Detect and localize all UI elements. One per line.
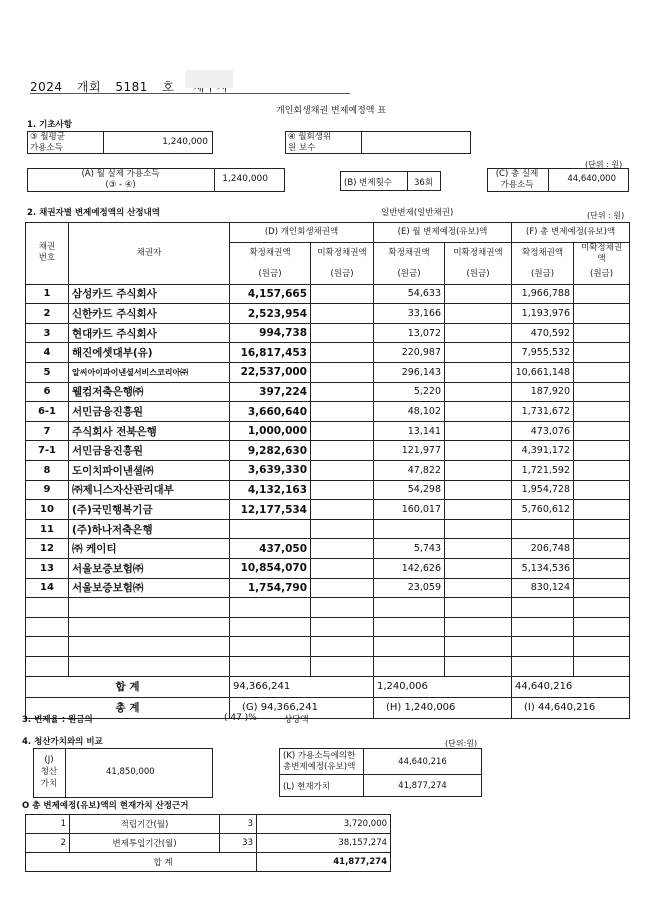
creditor-name: 서민금융진흥원: [69, 441, 230, 461]
available-income-box: [27, 168, 285, 192]
total-repayment: 1,954,728: [512, 480, 574, 500]
total-unconfirmed: [574, 539, 630, 559]
repayment-rate-suffix: 상당액: [284, 715, 309, 725]
trustee-fee-label-1: ④ 월회생위: [288, 132, 332, 142]
monthly-unconfirmed: [445, 656, 512, 676]
total-unconfirmed: [574, 519, 630, 539]
monthly-repayment: [374, 598, 445, 618]
confirmed-claim: [230, 617, 311, 637]
available-income-value: 1,240,000: [222, 174, 268, 184]
monthly-repayment: 220,987: [374, 343, 445, 363]
monthly-repayment: 33,166: [374, 304, 445, 324]
table-row: [26, 402, 630, 422]
creditor-number: [26, 617, 69, 637]
monthly-unconfirmed: [445, 402, 512, 422]
available-income-label-2: (③ - ④): [105, 179, 136, 190]
basis-no: 1: [26, 815, 70, 834]
monthly-unconfirmed: [445, 304, 512, 324]
confirmed-claim: 4,157,665: [230, 284, 311, 304]
total-income-label-2: 가용소득: [500, 179, 534, 190]
table-row: [26, 382, 630, 402]
total-unconfirmed: [574, 323, 630, 343]
monthly-unconfirmed: [445, 500, 512, 520]
unconfirmed-claim: [311, 343, 374, 363]
col-d-unconfirmed: 미확정채권액: [311, 242, 374, 265]
monthly-repayment: 13,072: [374, 323, 445, 343]
total-unconfirmed: [574, 382, 630, 402]
total-repayment: 470,592: [512, 323, 574, 343]
monthly-repayment: 47,822: [374, 461, 445, 481]
case-label: 개회: [76, 80, 102, 94]
creditor-name: [69, 598, 230, 618]
total-unconfirmed: [574, 480, 630, 500]
monthly-unconfirmed: [445, 363, 512, 383]
col-f-header: (F) 총 변제예정(유보)액: [512, 223, 630, 243]
total-i: (I) 44,640,216: [512, 697, 630, 718]
total-unconfirmed: [574, 421, 630, 441]
total-repayment: 10,661,148: [512, 363, 574, 383]
subtotal-row: [26, 676, 630, 697]
monthly-income-box: [27, 131, 213, 154]
section2-title: 2. 채권자별 변제예정액의 산정내역: [27, 208, 160, 218]
total-repayment: 187,920: [512, 382, 574, 402]
creditor-name: 서울보증보험㈜: [69, 578, 230, 598]
unconfirmed-claim: [311, 559, 374, 579]
section2-unit: (단위 : 원): [587, 211, 625, 220]
monthly-repayment: 54,298: [374, 480, 445, 500]
total-unconfirmed: [574, 284, 630, 304]
confirmed-claim: [230, 598, 311, 618]
monthly-unconfirmed: [445, 480, 512, 500]
unconfirmed-claim: [311, 519, 374, 539]
monthly-income-label-1: ③ 월평균: [30, 132, 65, 142]
creditor-number: 7: [26, 421, 69, 441]
total-income-box: [487, 168, 629, 192]
creditor-number: 1: [26, 284, 69, 304]
col-f-unconfirmed: 미확정채권액: [574, 242, 630, 265]
basis-label: 적립기간(월): [70, 815, 220, 834]
creditor-name: [69, 637, 230, 657]
creditor-name: 알씨아이파이낸셜서비스코리아㈜: [69, 363, 230, 383]
basis-months: 3: [220, 815, 257, 834]
creditor-number: 11: [26, 519, 69, 539]
confirmed-claim: [230, 656, 311, 676]
col-e-unconfirmed: 미확정채권액: [445, 242, 512, 265]
monthly-unconfirmed: [445, 343, 512, 363]
total-repayment: 5,134,536: [512, 559, 574, 579]
repayment-count-value: 36회: [414, 178, 434, 188]
creditor-name: 도이치파이낸셜㈜: [69, 461, 230, 481]
total-row: [26, 697, 630, 718]
creditor-name: (주)국민행복기금: [69, 500, 230, 520]
liquidation-value-box: [33, 748, 213, 798]
table-row: [26, 304, 630, 324]
total-unconfirmed: [574, 500, 630, 520]
table-row: [26, 461, 630, 481]
monthly-unconfirmed: [445, 441, 512, 461]
col-e-header: (E) 월 변제예정(유보)액: [374, 223, 512, 243]
table-row: [26, 559, 630, 579]
table-row: [26, 441, 630, 461]
confirmed-claim: 12,177,534: [230, 500, 311, 520]
creditor-number: 12: [26, 539, 69, 559]
total-label: 총 계: [26, 697, 230, 718]
present-value-basis-table: [25, 814, 391, 872]
present-value-value: 41,877,274: [364, 775, 482, 797]
total-repayment: [512, 617, 574, 637]
unconfirmed-claim: [311, 402, 374, 422]
total-unconfirmed: [574, 559, 630, 579]
monthly-income-label-2: 가용소득: [30, 142, 63, 153]
monthly-repayment: [374, 656, 445, 676]
creditor-number: 9: [26, 480, 69, 500]
subtotal-f: 44,640,216: [512, 676, 630, 697]
creditor-number: 3: [26, 323, 69, 343]
total-unconfirmed: [574, 304, 630, 324]
total-g: (G) 94,366,241: [230, 697, 374, 718]
total-unconfirmed: [574, 402, 630, 422]
confirmed-claim: 3,660,640: [230, 402, 311, 422]
creditor-name: [69, 656, 230, 676]
total-unconfirmed: [574, 363, 630, 383]
creditor-number: 2: [26, 304, 69, 324]
total-scheduled-value: 44,640,216: [364, 749, 482, 775]
unconfirmed-claim: [311, 500, 374, 520]
total-repayment: 7,955,532: [512, 343, 574, 363]
creditor-name: 서울보증보험㈜: [69, 559, 230, 579]
col-f-unconfirmed-won: (원금): [574, 265, 630, 285]
basis-row: [26, 815, 391, 834]
creditor-name: 해진에셋대부(유): [69, 343, 230, 363]
unconfirmed-claim: [311, 304, 374, 324]
section1-title: 1. 기초사항: [27, 120, 72, 130]
monthly-repayment: 5,220: [374, 382, 445, 402]
basis-months: 33: [220, 834, 257, 853]
monthly-unconfirmed: [445, 382, 512, 402]
total-repayment: 1,193,976: [512, 304, 574, 324]
table-row: [26, 323, 630, 343]
creditor-number: 6: [26, 382, 69, 402]
creditor-number: 10: [26, 500, 69, 520]
confirmed-claim: 9,282,630: [230, 441, 311, 461]
monthly-unconfirmed: [445, 578, 512, 598]
col-d-header: (D) 개인회생채권액: [230, 223, 374, 243]
confirmed-claim: [230, 519, 311, 539]
creditor-number: [26, 598, 69, 618]
case-ho: 호: [162, 80, 175, 94]
section4-unit: (단위:원): [445, 739, 478, 748]
creditor-number: 8: [26, 461, 69, 481]
creditor-number: 14: [26, 578, 69, 598]
monthly-repayment: [374, 519, 445, 539]
basis-label: 변제투입기간(월): [70, 834, 220, 853]
confirmed-claim: 22,537,000: [230, 363, 311, 383]
monthly-repayment: 296,143: [374, 363, 445, 383]
monthly-repayment: 13,141: [374, 421, 445, 441]
repayment-table-body: [26, 284, 630, 676]
present-value-table: [279, 748, 482, 797]
creditor-name: ㈜ 케이티: [69, 539, 230, 559]
total-repayment: 4,391,172: [512, 441, 574, 461]
total-repayment: 473,076: [512, 421, 574, 441]
monthly-unconfirmed: [445, 421, 512, 441]
case-year: 2024: [30, 80, 63, 94]
table-row: [26, 578, 630, 598]
subtotal-e: 1,240,006: [374, 676, 512, 697]
table-row: [26, 421, 630, 441]
creditor-number: 5: [26, 363, 69, 383]
document-title: 개인회생채권 변제예정액 표: [276, 106, 387, 116]
col-f-confirmed: 확정채권액: [512, 242, 574, 265]
monthly-unconfirmed: [445, 284, 512, 304]
table-row: [26, 539, 630, 559]
creditor-name: ㈜제니스자산관리대부: [69, 480, 230, 500]
creditor-name: (주)하나저축은행: [69, 519, 230, 539]
col-creditor-header: 채권자: [69, 223, 230, 285]
unconfirmed-claim: [311, 284, 374, 304]
monthly-unconfirmed: [445, 323, 512, 343]
total-unconfirmed: [574, 441, 630, 461]
total-repayment: [512, 519, 574, 539]
unconfirmed-claim: [311, 480, 374, 500]
unconfirmed-claim: [311, 441, 374, 461]
subtotal-label: 합 계: [26, 676, 230, 697]
monthly-unconfirmed: [445, 617, 512, 637]
total-unconfirmed: [574, 656, 630, 676]
section2-subtitle: 일반변제(일반채권): [381, 208, 454, 218]
table-row: [26, 656, 630, 676]
unconfirmed-claim: [311, 461, 374, 481]
confirmed-claim: 397,224: [230, 382, 311, 402]
creditor-name: [69, 617, 230, 637]
total-h: (H) 1,240,006: [374, 697, 512, 718]
monthly-repayment: 5,743: [374, 539, 445, 559]
liquidation-value: 41,850,000: [106, 767, 155, 777]
total-unconfirmed: [574, 578, 630, 598]
total-unconfirmed: [574, 617, 630, 637]
available-income-label-1: (A) 월 실제 가용소득: [81, 169, 160, 179]
total-repayment: 206,748: [512, 539, 574, 559]
basis-value: 38,157,274: [257, 834, 391, 853]
creditor-number: 13: [26, 559, 69, 579]
repayment-table: [25, 222, 630, 719]
table-row: [26, 363, 630, 383]
creditor-name: 삼성카드 주식회사: [69, 284, 230, 304]
monthly-repayment: 23,059: [374, 578, 445, 598]
confirmed-claim: 994,738: [230, 323, 311, 343]
creditor-number: [26, 656, 69, 676]
confirmed-claim: 16,817,453: [230, 343, 311, 363]
confirmed-claim: 4,132,163: [230, 480, 311, 500]
monthly-income-value: 1,240,000: [162, 137, 208, 147]
monthly-repayment: 121,977: [374, 441, 445, 461]
monthly-unconfirmed: [445, 461, 512, 481]
section1-unit: (단위 : 원): [585, 160, 623, 169]
basis-total-label: 합 계: [70, 853, 220, 872]
col-no-header: 채권 번호: [26, 223, 69, 285]
unconfirmed-claim: [311, 421, 374, 441]
monthly-repayment: 160,017: [374, 500, 445, 520]
total-repayment: 1,731,672: [512, 402, 574, 422]
section5-title: O 총 변제예정(유보)액의 현재가치 산정근거: [22, 801, 189, 811]
total-repayment: 5,760,612: [512, 500, 574, 520]
creditor-name: 신한카드 주식회사: [69, 304, 230, 324]
table-row: [26, 343, 630, 363]
confirmed-claim: 1,000,000: [230, 421, 311, 441]
monthly-repayment: [374, 637, 445, 657]
liquidation-label-2: 청산: [40, 767, 58, 777]
monthly-repayment: [374, 617, 445, 637]
monthly-unconfirmed: [445, 539, 512, 559]
col-e-unconfirmed-won: (원금): [445, 265, 512, 285]
trustee-fee-box: [285, 131, 471, 154]
creditor-name: 웰컴저축은행㈜: [69, 382, 230, 402]
repayment-count-label: (B) 변제횟수: [344, 178, 393, 188]
monthly-repayment: 54,633: [374, 284, 445, 304]
table-row: [26, 284, 630, 304]
total-repayment: [512, 598, 574, 618]
monthly-unconfirmed: [445, 559, 512, 579]
confirmed-claim: 1,754,790: [230, 578, 311, 598]
monthly-repayment: 142,626: [374, 559, 445, 579]
unconfirmed-claim: [311, 598, 374, 618]
total-repayment: 1,966,788: [512, 284, 574, 304]
table-row: [26, 617, 630, 637]
table-row: [26, 637, 630, 657]
unconfirmed-claim: [311, 363, 374, 383]
total-repayment: 1,721,592: [512, 461, 574, 481]
basis-total-row: [26, 853, 391, 872]
basis-no: 2: [26, 834, 70, 853]
monthly-repayment: 48,102: [374, 402, 445, 422]
monthly-unconfirmed: [445, 519, 512, 539]
total-scheduled-label-2: 총변제예정(유보)액: [283, 761, 356, 772]
basis-total-value: 41,877,274: [257, 853, 391, 872]
confirmed-claim: 437,050: [230, 539, 311, 559]
section4-title: 4. 청산가치와의 비교: [22, 737, 103, 747]
confirmed-claim: 2,523,954: [230, 304, 311, 324]
creditor-number: 7-1: [26, 441, 69, 461]
repayment-rate: ( 47 )%: [224, 713, 257, 723]
unconfirmed-claim: [311, 617, 374, 637]
confirmed-claim: 10,854,070: [230, 559, 311, 579]
table-row: [26, 480, 630, 500]
total-repayment: [512, 656, 574, 676]
total-unconfirmed: [574, 598, 630, 618]
creditor-number: 6-1: [26, 402, 69, 422]
total-income-label-1: (C) 총 실제: [495, 169, 539, 179]
liquidation-label-1: (J): [44, 755, 54, 765]
table-row: [26, 598, 630, 618]
unconfirmed-claim: [311, 578, 374, 598]
redacted-debtor-name: [185, 70, 233, 88]
liquidation-label-3: 가치: [40, 779, 58, 789]
creditor-name: 주식회사 전북은행: [69, 421, 230, 441]
col-e-confirmed-won: (원금): [374, 265, 445, 285]
unconfirmed-claim: [311, 323, 374, 343]
total-unconfirmed: [574, 637, 630, 657]
total-unconfirmed: [574, 461, 630, 481]
total-repayment: 830,124: [512, 578, 574, 598]
unconfirmed-claim: [311, 539, 374, 559]
trustee-fee-label-2: 원 보수: [288, 142, 316, 153]
col-d-confirmed-won: (원금): [230, 265, 311, 285]
col-d-unconfirmed-won: (원금): [311, 265, 374, 285]
total-income-value: 44,640,000: [567, 174, 616, 184]
case-number: 5181: [115, 80, 148, 94]
confirmed-claim: [230, 637, 311, 657]
monthly-unconfirmed: [445, 598, 512, 618]
creditor-name: 서민금융진흥원: [69, 402, 230, 422]
table-row: [26, 500, 630, 520]
creditor-number: 4: [26, 343, 69, 363]
creditor-number: [26, 637, 69, 657]
header-divider: [30, 93, 350, 94]
creditor-name: 현대카드 주식회사: [69, 323, 230, 343]
basis-row: [26, 834, 391, 853]
basis-value: 3,720,000: [257, 815, 391, 834]
confirmed-claim: 3,639,330: [230, 461, 311, 481]
col-e-confirmed: 확정채권액: [374, 242, 445, 265]
unconfirmed-claim: [311, 637, 374, 657]
table-row: [26, 519, 630, 539]
total-unconfirmed: [574, 343, 630, 363]
unconfirmed-claim: [311, 382, 374, 402]
unconfirmed-claim: [311, 656, 374, 676]
subtotal-d: 94,366,241: [230, 676, 374, 697]
total-scheduled-label-1: (K) 가용소득에의한: [283, 750, 356, 761]
section3-title: 3. 변제율 : 원금의: [22, 715, 93, 725]
col-f-confirmed-won: (원금): [512, 265, 574, 285]
total-repayment: [512, 637, 574, 657]
present-value-label: (L) 현재가치: [280, 775, 364, 797]
monthly-unconfirmed: [445, 637, 512, 657]
repayment-count-box: [340, 171, 441, 191]
col-d-confirmed: 확정채권액: [230, 242, 311, 265]
